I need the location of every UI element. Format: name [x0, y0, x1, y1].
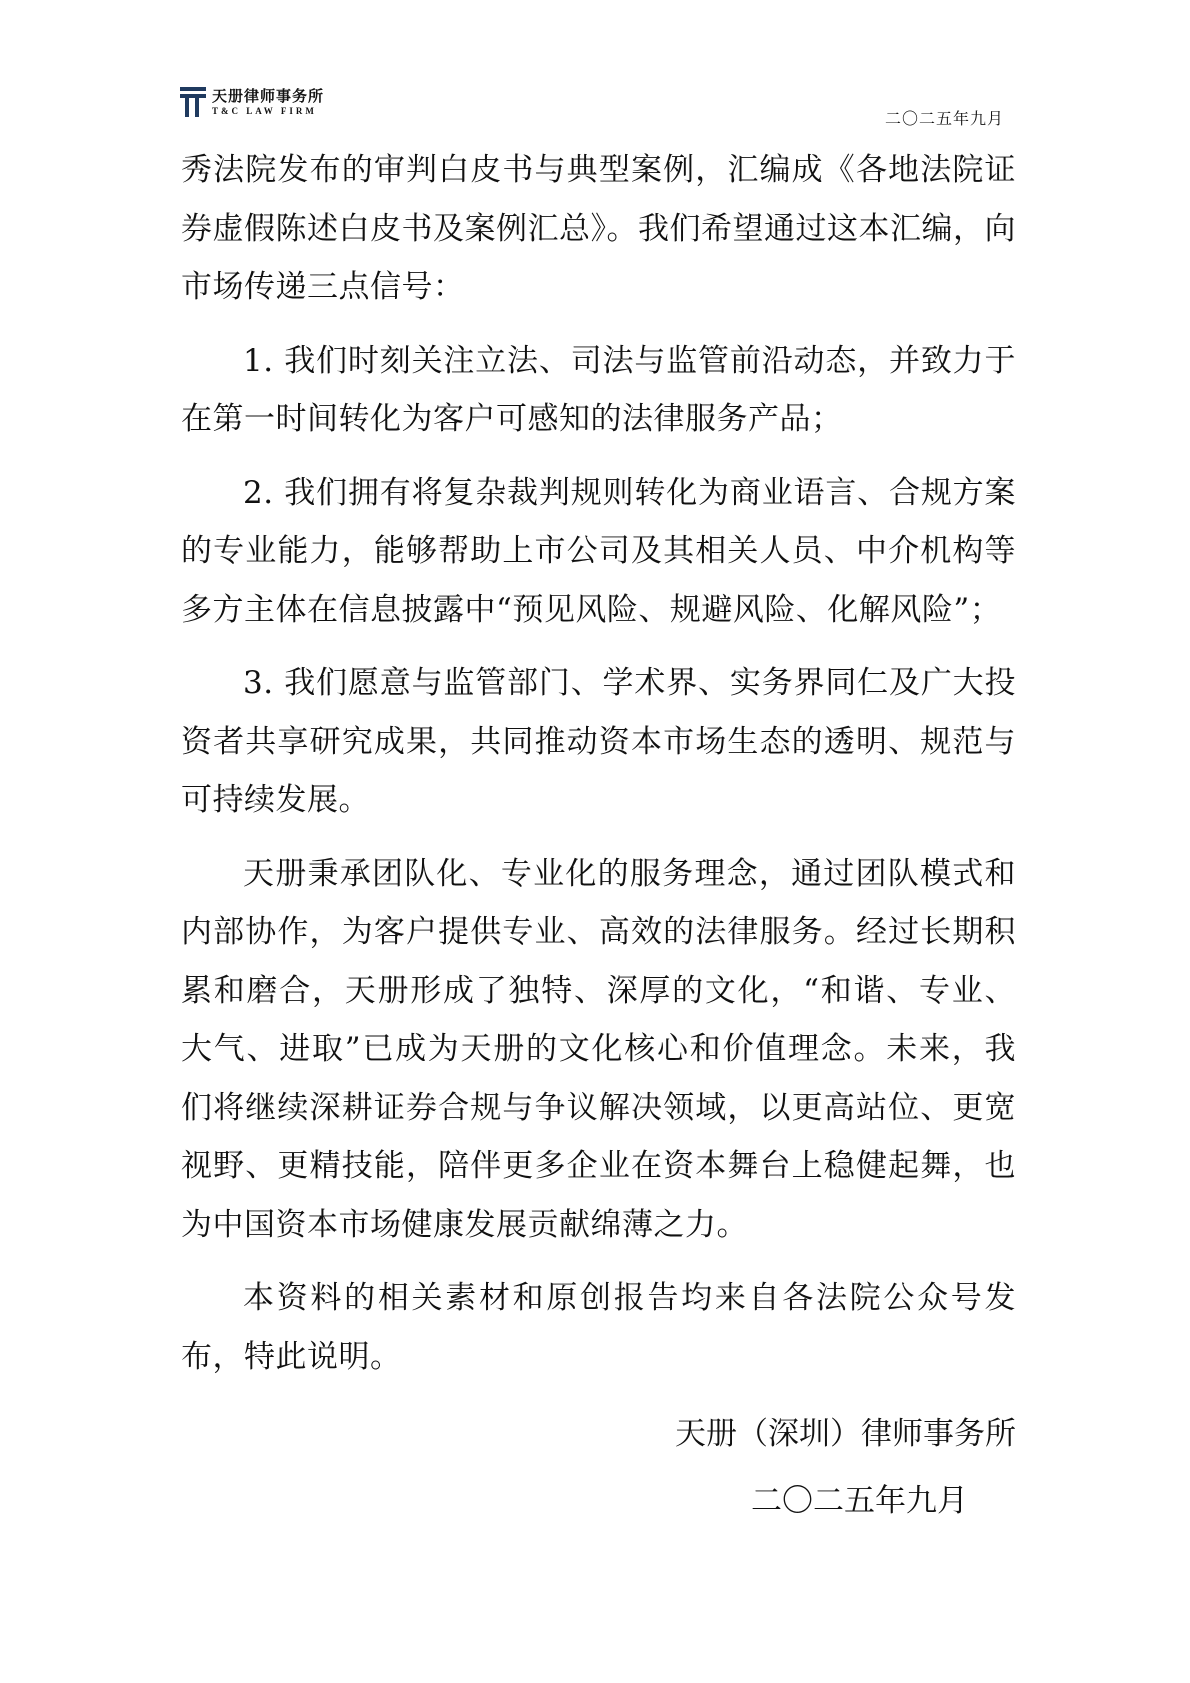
paragraph-source-note: 本资料的相关素材和原创报告均来自各法院公众号发布，特此说明。 — [181, 1280, 1016, 1375]
signature-date: 二〇二五年九月 — [751, 1483, 968, 1519]
paragraph-firm-culture: 天册秉承团队化、专业化的服务理念，通过团队模式和内部协作，为客户提供专业、高效的法律服务。经过长期积累和磨合，天册形成了独特、深厚的文化，“和谐、专业、大气、进取”已成为天册的文化核心和价值理念。未来，我们将继续深耕证券合规与争议解决领域，以更高站位、更宽视野、更精技能，陪伴更多企业在资本舞台上稳健起舞，也为中国资本市场健康发展贡献绵薄之力。 — [181, 855, 1016, 1243]
paragraph-signal-3: 3. 我们愿意与监管部门、学术界、实务界同仁及广大投资者共享研究成果，共同推动资本市场生态的透明、规范与可持续发展。 — [181, 665, 1016, 818]
paragraph-signal-2: 2. 我们拥有将复杂裁判规则转化为商业语言、合规方案的专业能力，能够帮助上市公司及其相关人员、中介机构等多方主体在信息披露中“预见风险、规避风险、化解风险”； — [181, 474, 1016, 628]
firm-logo — [180, 86, 324, 118]
firm-logo-en: T&C LAW FIRM — [212, 106, 317, 116]
paragraph-intro: 秀法院发布的审判白皮书与典型案例，汇编成《各地法院证券虚假陈述白皮书及案例汇总》。我们希望通过这本汇编，向市场传递三点信号： — [181, 152, 1016, 305]
signature-firm: 天册（深圳）律师事务所 — [675, 1416, 1016, 1452]
paragraph-signal-1: 1. 我们时刻关注立法、司法与监管前沿动态，并致力于在第一时间转化为客户可感知的法律服务产品； — [181, 342, 1016, 437]
firm-logo-cn: 天册律师事务所 — [212, 87, 325, 105]
page-header — [180, 86, 1020, 126]
document-body — [181, 141, 1016, 1386]
header-date: 二〇二五年九月 — [884, 109, 1004, 128]
firm-logo-icon — [180, 86, 206, 118]
